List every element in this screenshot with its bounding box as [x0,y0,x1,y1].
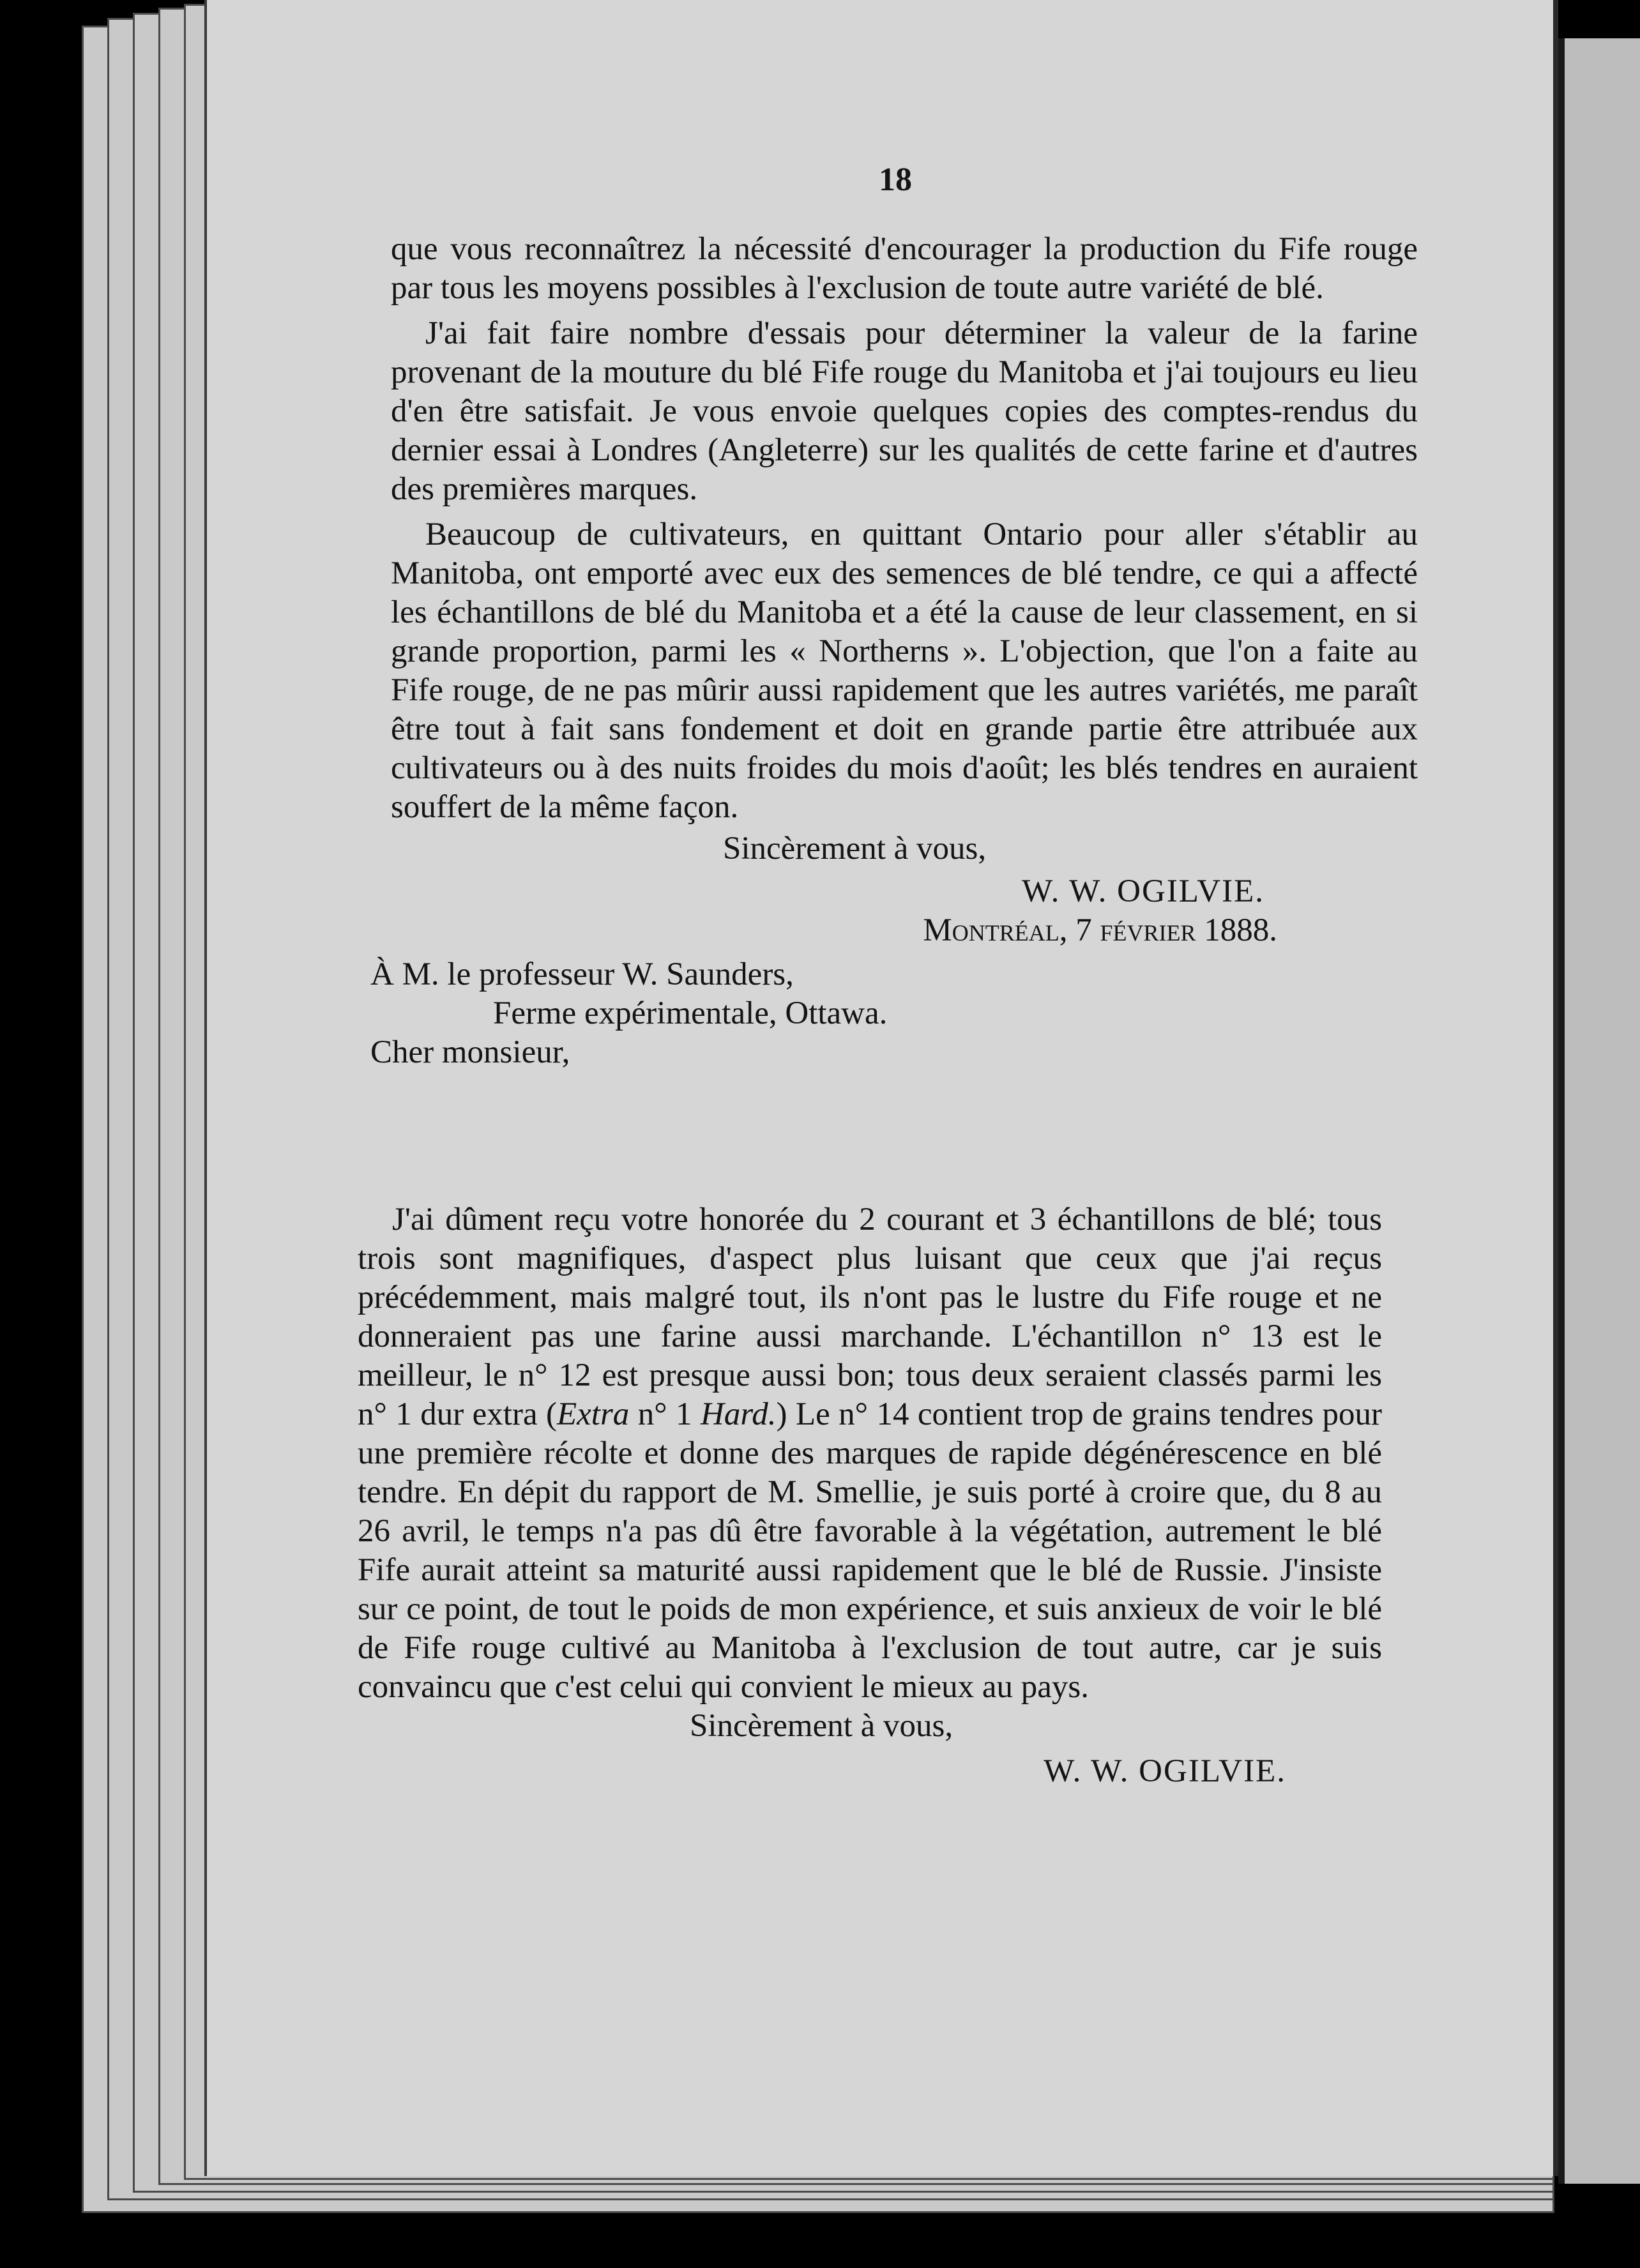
dateline: Montréal, 7 février 1888. [923,912,1277,948]
page-number: 18 [879,162,912,198]
body-text: n° 1 [629,1396,701,1432]
paragraph: que vous reconnaîtrez la nécessité d'encourager la production du Fife rouge par tous les moyens possibles à l'exclusion de toute autre variété de blé. [391,231,1418,306]
body-text: ) Le n° 14 contient trop de grains tendres pour une première récolte et donne des marques de rapide dégénérescence en blé tendre. En dépit du rapport de M. Smellie, je suis porté à croire que, du 8 au 26 avril, le temps n'a pas dû être favorable à la végétation, autrement le blé Fife aurait atteint sa maturité aussi rapidement que le blé de Russie. J'insiste sur ce point, de tout le poids de mon expérience, et suis anxieux de voir le blé de Fife rouge cultivé au Manitoba à l'exclusion de tout autre, car je suis convaincu que c'est celui qui convient le mieux au pays. [358,1396,1382,1705]
paragraph [358,1200,1382,1707]
address-location: Ferme expérimentale, Ottawa. [493,995,888,1031]
body-text: J'ai dûment reçu votre honorée du 2 courant et 3 échantillons de blé; tous trois sont magnifiques, d'aspect plus luisant que ceux que j'ai reçus précédemment, mais malgré tout, ils n'ont pas le lustre du Fife rouge et ne donneraient pas une farine aussi marchande. L'échantillon n° 13 est le meilleur, le n° 12 est presque aussi bon; tous deux seraient classés parmi les n° 1 dur extra ( [358,1202,1382,1432]
closing: Sincèrement à vous, [690,1708,953,1744]
paragraph: Beaucoup de cultivateurs, en quittant Ontario pour aller s'établir au Manitoba, ont emporté avec eux des semences de blé tendre, ce qui a affecté les échantillons de blé du Manitoba et a été la cause de leur classement, en si grande proportion, parmi les « Northerns ». L'objection, que l'on a faite au Fife rouge, de ne pas mûrir aussi rapidement que les autres variétés, me paraît être tout à fait sans fondement et doit en grande partie être attribuée aux cultivateurs ou à des nuits froides du mois d'août; les blés tendres en auraient souffert de la même façon. [391,517,1418,825]
salutation: Cher monsieur, [370,1034,570,1070]
signature: W. W. OGILVIE. [1044,1753,1286,1789]
facing-page-edge [1558,38,1640,2184]
signature: W. W. OGILVIE. [1022,873,1264,909]
address-recipient: À M. le professeur W. Saunders, [370,956,794,992]
paragraph: J'ai fait faire nombre d'essais pour déterminer la valeur de la farine provenant de la mouture du blé Fife rouge du Manitoba et j'ai toujours eu lieu d'en être satisfait. Je vous envoie quelques copies des comptes-rendus du dernier essai à Londres (Angleterre) sur les qualités de cette farine et d'autres des premières marques. [391,315,1418,507]
letter-continuation [370,230,1418,1072]
letter-body [358,1200,1382,1791]
body-italic: Hard. [700,1396,777,1432]
body-italic: Extra [557,1396,630,1432]
closing: Sincèrement à vous, [723,831,987,866]
